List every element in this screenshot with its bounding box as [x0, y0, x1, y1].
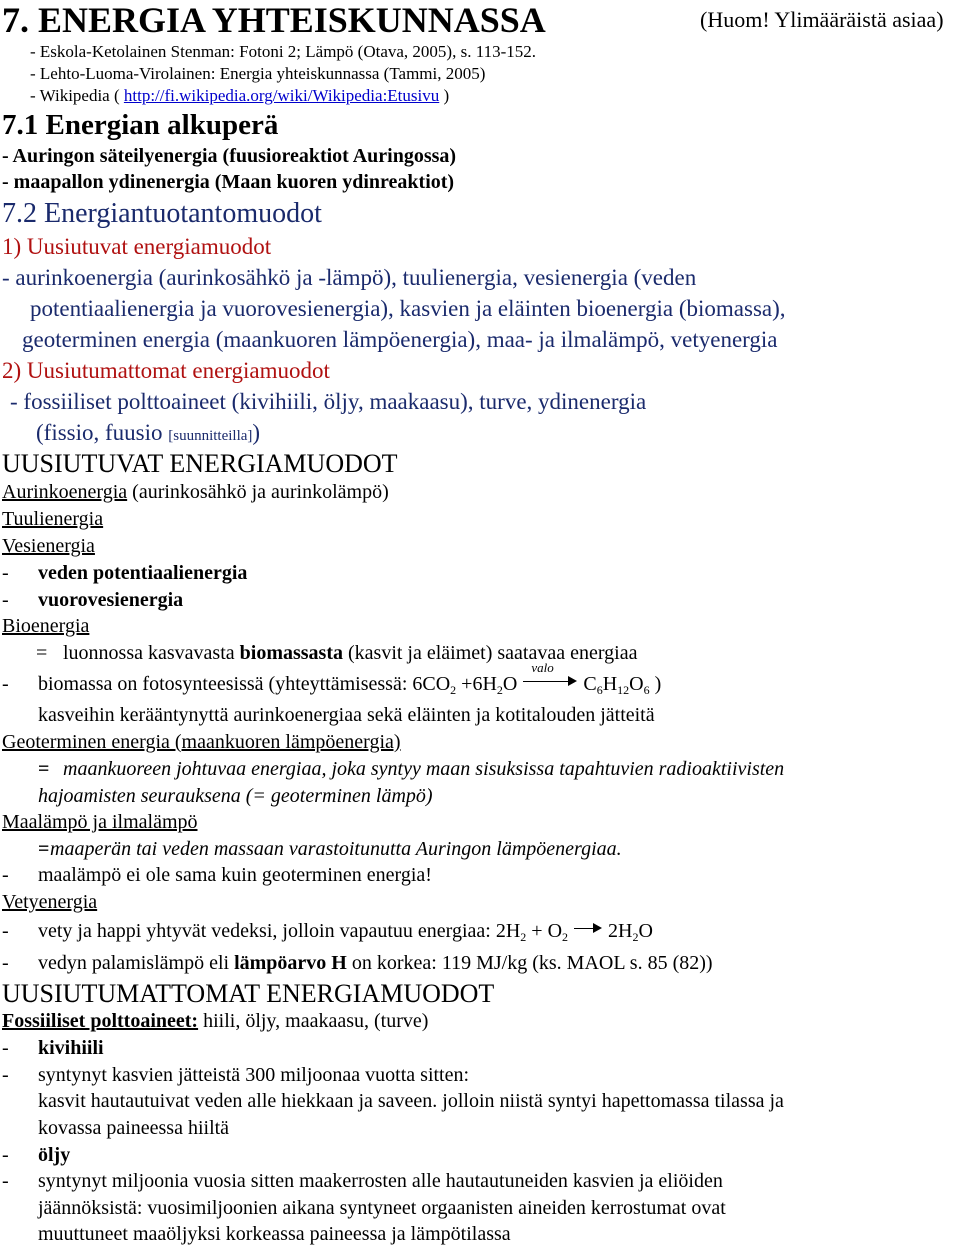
- origin-item: - Auringon säteilyenergia (fuusioreaktiot Auringossa): [2, 145, 457, 167]
- source-line: [30, 87, 449, 104]
- coal-text: syntynyt kasvien jätteistä 300 miljoonaa vuotta sitten:: [38, 1064, 470, 1086]
- water-item: vuorovesienergia: [38, 589, 184, 611]
- photosynthesis-equation: [38, 660, 662, 697]
- geo-label: Geoterminen energia (maankuoren lämpöenergia): [2, 731, 401, 753]
- oil-text: syntynyt miljoonia vuosia sitten maakerrosten alle hautautuneiden kasvien ja eliöiden: [38, 1170, 723, 1192]
- eq-text: + O: [526, 920, 563, 942]
- oil-text: muuttuneet maaöljyksi korkeassa paineessa ja lämpötilassa: [38, 1223, 511, 1245]
- wikipedia-link[interactable]: http://fi.wikipedia.org/wiki/Wikipedia:Etusivu: [123, 86, 440, 105]
- eq-text: biomassa on fotosynteesissä (yhteyttämisessä: 6CO: [38, 673, 451, 695]
- water-item: veden potentiaalienergia: [38, 562, 248, 584]
- oil-text: jäännöksistä: vuosimiljoonien aikana syntyneet orgaanisten aineiden kerrostumat ovat: [38, 1197, 726, 1219]
- oil-dash: -: [2, 1170, 9, 1192]
- source-suffix: ): [439, 86, 450, 105]
- page-title: 7. ENERGIA YHTEISKUNNASSA: [2, 0, 546, 40]
- fossil-text: hiili, öljy, maakaasu, (turve): [198, 1010, 429, 1032]
- source-line: - Lehto-Luoma-Virolainen: Energia yhteiskunnassa (Tammi, 2005): [30, 64, 486, 83]
- eq-sub: 2: [496, 683, 503, 697]
- coal-label: kivihiili: [38, 1037, 104, 1059]
- nonrenewable-text: - fossiiliset polttoaineet (kivihiili, öljy, maakaasu), turve, ydinenergia: [10, 389, 647, 414]
- planned-note: [suunnitteilla]: [168, 428, 253, 444]
- section-heading: 7.1 Energian alkuperä: [2, 109, 279, 141]
- ground-definition: maaperän tai veden massaan varastoitunutta Auringon lämpöenergiaa.: [50, 838, 622, 860]
- bio-dash: -: [2, 673, 9, 695]
- water-dash: -: [2, 589, 9, 611]
- eq-sub: 2: [632, 930, 639, 944]
- ground-heat-label: Maalämpö ja ilmalämpö: [2, 811, 198, 833]
- geo-definition: hajoamisten seurauksena (= geoterminen lämpö): [38, 785, 433, 807]
- water-label: Vesienergia: [2, 535, 95, 557]
- eq-sub: 12: [617, 683, 630, 697]
- hydrogen-dash: -: [2, 952, 9, 974]
- source-prefix: - Wikipedia (: [30, 86, 124, 105]
- solar-text: (aurinkosähkö ja aurinkolämpö): [127, 481, 389, 503]
- hv-text: on korkea: 119 MJ/kg (ks. MAOL s. 85 (82)): [346, 952, 713, 974]
- eq-sub: 2: [520, 930, 527, 944]
- nonrenewable-text-part: (fissio, fuusio: [36, 420, 169, 445]
- oil-label: öljy: [38, 1144, 71, 1166]
- eq-text: O: [502, 673, 518, 695]
- hv-text: vedyn palamislämpö eli: [38, 952, 235, 974]
- nonrenewable-text-part: ): [252, 420, 261, 445]
- coal-dash: -: [2, 1037, 9, 1059]
- coal-dash: -: [2, 1064, 9, 1086]
- nonrenewable-text: [36, 421, 260, 444]
- ground-eq: =: [38, 838, 50, 860]
- ground-dash: -: [2, 864, 9, 886]
- renewable-heading: 1) Uusiutuvat energiamuodot: [2, 234, 272, 259]
- eq-sub: 2: [562, 930, 569, 944]
- source-line: - Eskola-Ketolainen Stenman: Fotoni 2; Lämpö (Otava, 2005), s. 113-152.: [30, 42, 536, 61]
- hydrogen-equation: [38, 920, 653, 944]
- renewable-text: potentiaalienergia ja vuorovesienergia), kasvien ja eläinten bioenergia (biomassa),: [30, 296, 786, 321]
- hv-bold: lämpöarvo H: [234, 952, 347, 974]
- header-note: (Huom! Ylimääräistä asiaa): [700, 7, 944, 32]
- hydrogen-label: Vetyenergia: [2, 891, 98, 913]
- reaction-arrow-icon: [574, 921, 602, 935]
- solar-line: [2, 482, 389, 502]
- bio-def-bold: biomassasta: [239, 642, 343, 664]
- ground-note: maalämpö ei ole sama kuin geoterminen energia!: [38, 864, 432, 886]
- eq-text: O: [638, 920, 653, 942]
- nonrenewable-heading: 2) Uusiutumattomat energiamuodot: [2, 358, 330, 383]
- eq-text: ): [649, 673, 662, 695]
- solar-label: Aurinkoenergia: [2, 481, 128, 503]
- oil-dash: -: [2, 1144, 9, 1166]
- bio-eq: =: [36, 642, 48, 664]
- bio-label: Bioenergia: [2, 615, 90, 637]
- bio-def-part: (kasvit ja eläimet) saatavaa energiaa: [343, 642, 638, 664]
- renewable-section-title: UUSIUTUVAT ENERGIAMUODOT: [2, 449, 398, 478]
- eq-text: 2H: [608, 920, 633, 942]
- eq-sub: 2: [450, 683, 457, 697]
- coal-text: kasvit hautautuivat veden alle hiekkaan ja saveen. jolloin niistä syntyi hapettomassa tilassa ja: [38, 1090, 784, 1112]
- eq-text: vety ja happi yhtyvät vedeksi, jolloin vapautuu energiaa: 2H: [38, 920, 521, 942]
- eq-text: H: [602, 673, 618, 695]
- nonrenewable-section-title: UUSIUTUMATTOMAT ENERGIAMUODOT: [2, 979, 495, 1008]
- eq-sub: 6: [643, 683, 650, 697]
- fossil-label: Fossiiliset polttoaineet:: [2, 1010, 199, 1032]
- hydrogen-heat-value: [38, 953, 713, 973]
- fossil-line: [2, 1011, 428, 1031]
- geo-definition: maankuoreen johtuvaa energiaa, joka syntyy maan sisuksissa tapahtuvien radioaktiivisten: [63, 758, 785, 780]
- eq-text: C: [583, 673, 597, 695]
- renewable-text: - aurinkoenergia (aurinkosähkö ja -lämpö), tuulienergia, vesienergia (veden: [2, 265, 697, 290]
- water-dash: -: [2, 562, 9, 584]
- eq-text: O: [629, 673, 644, 695]
- eq-text: +6H: [456, 673, 497, 695]
- coal-text: kovassa paineessa hiiltä: [38, 1117, 230, 1139]
- origin-item: - maapallon ydinenergia (Maan kuoren ydinreaktiot): [2, 171, 455, 193]
- section-heading: 7.2 Energiantuotantomuodot: [2, 198, 322, 229]
- bio-def-part: luonnossa kasvavasta: [63, 642, 240, 664]
- eq-sub: 6: [596, 683, 603, 697]
- bio-text: kasveihin kerääntynyttä aurinkoenergiaa sekä eläinten ja kotitalouden jätteitä: [38, 704, 655, 726]
- wind-label: Tuulienergia: [2, 508, 104, 530]
- arrow-label: valo: [531, 660, 554, 675]
- geo-eq: =: [38, 758, 50, 780]
- hydrogen-dash: -: [2, 920, 9, 942]
- reaction-arrow-icon: [523, 660, 577, 688]
- renewable-text: geoterminen energia (maankuoren lämpöenergia), maa- ja ilmalämpö, vetyenergia: [22, 327, 778, 352]
